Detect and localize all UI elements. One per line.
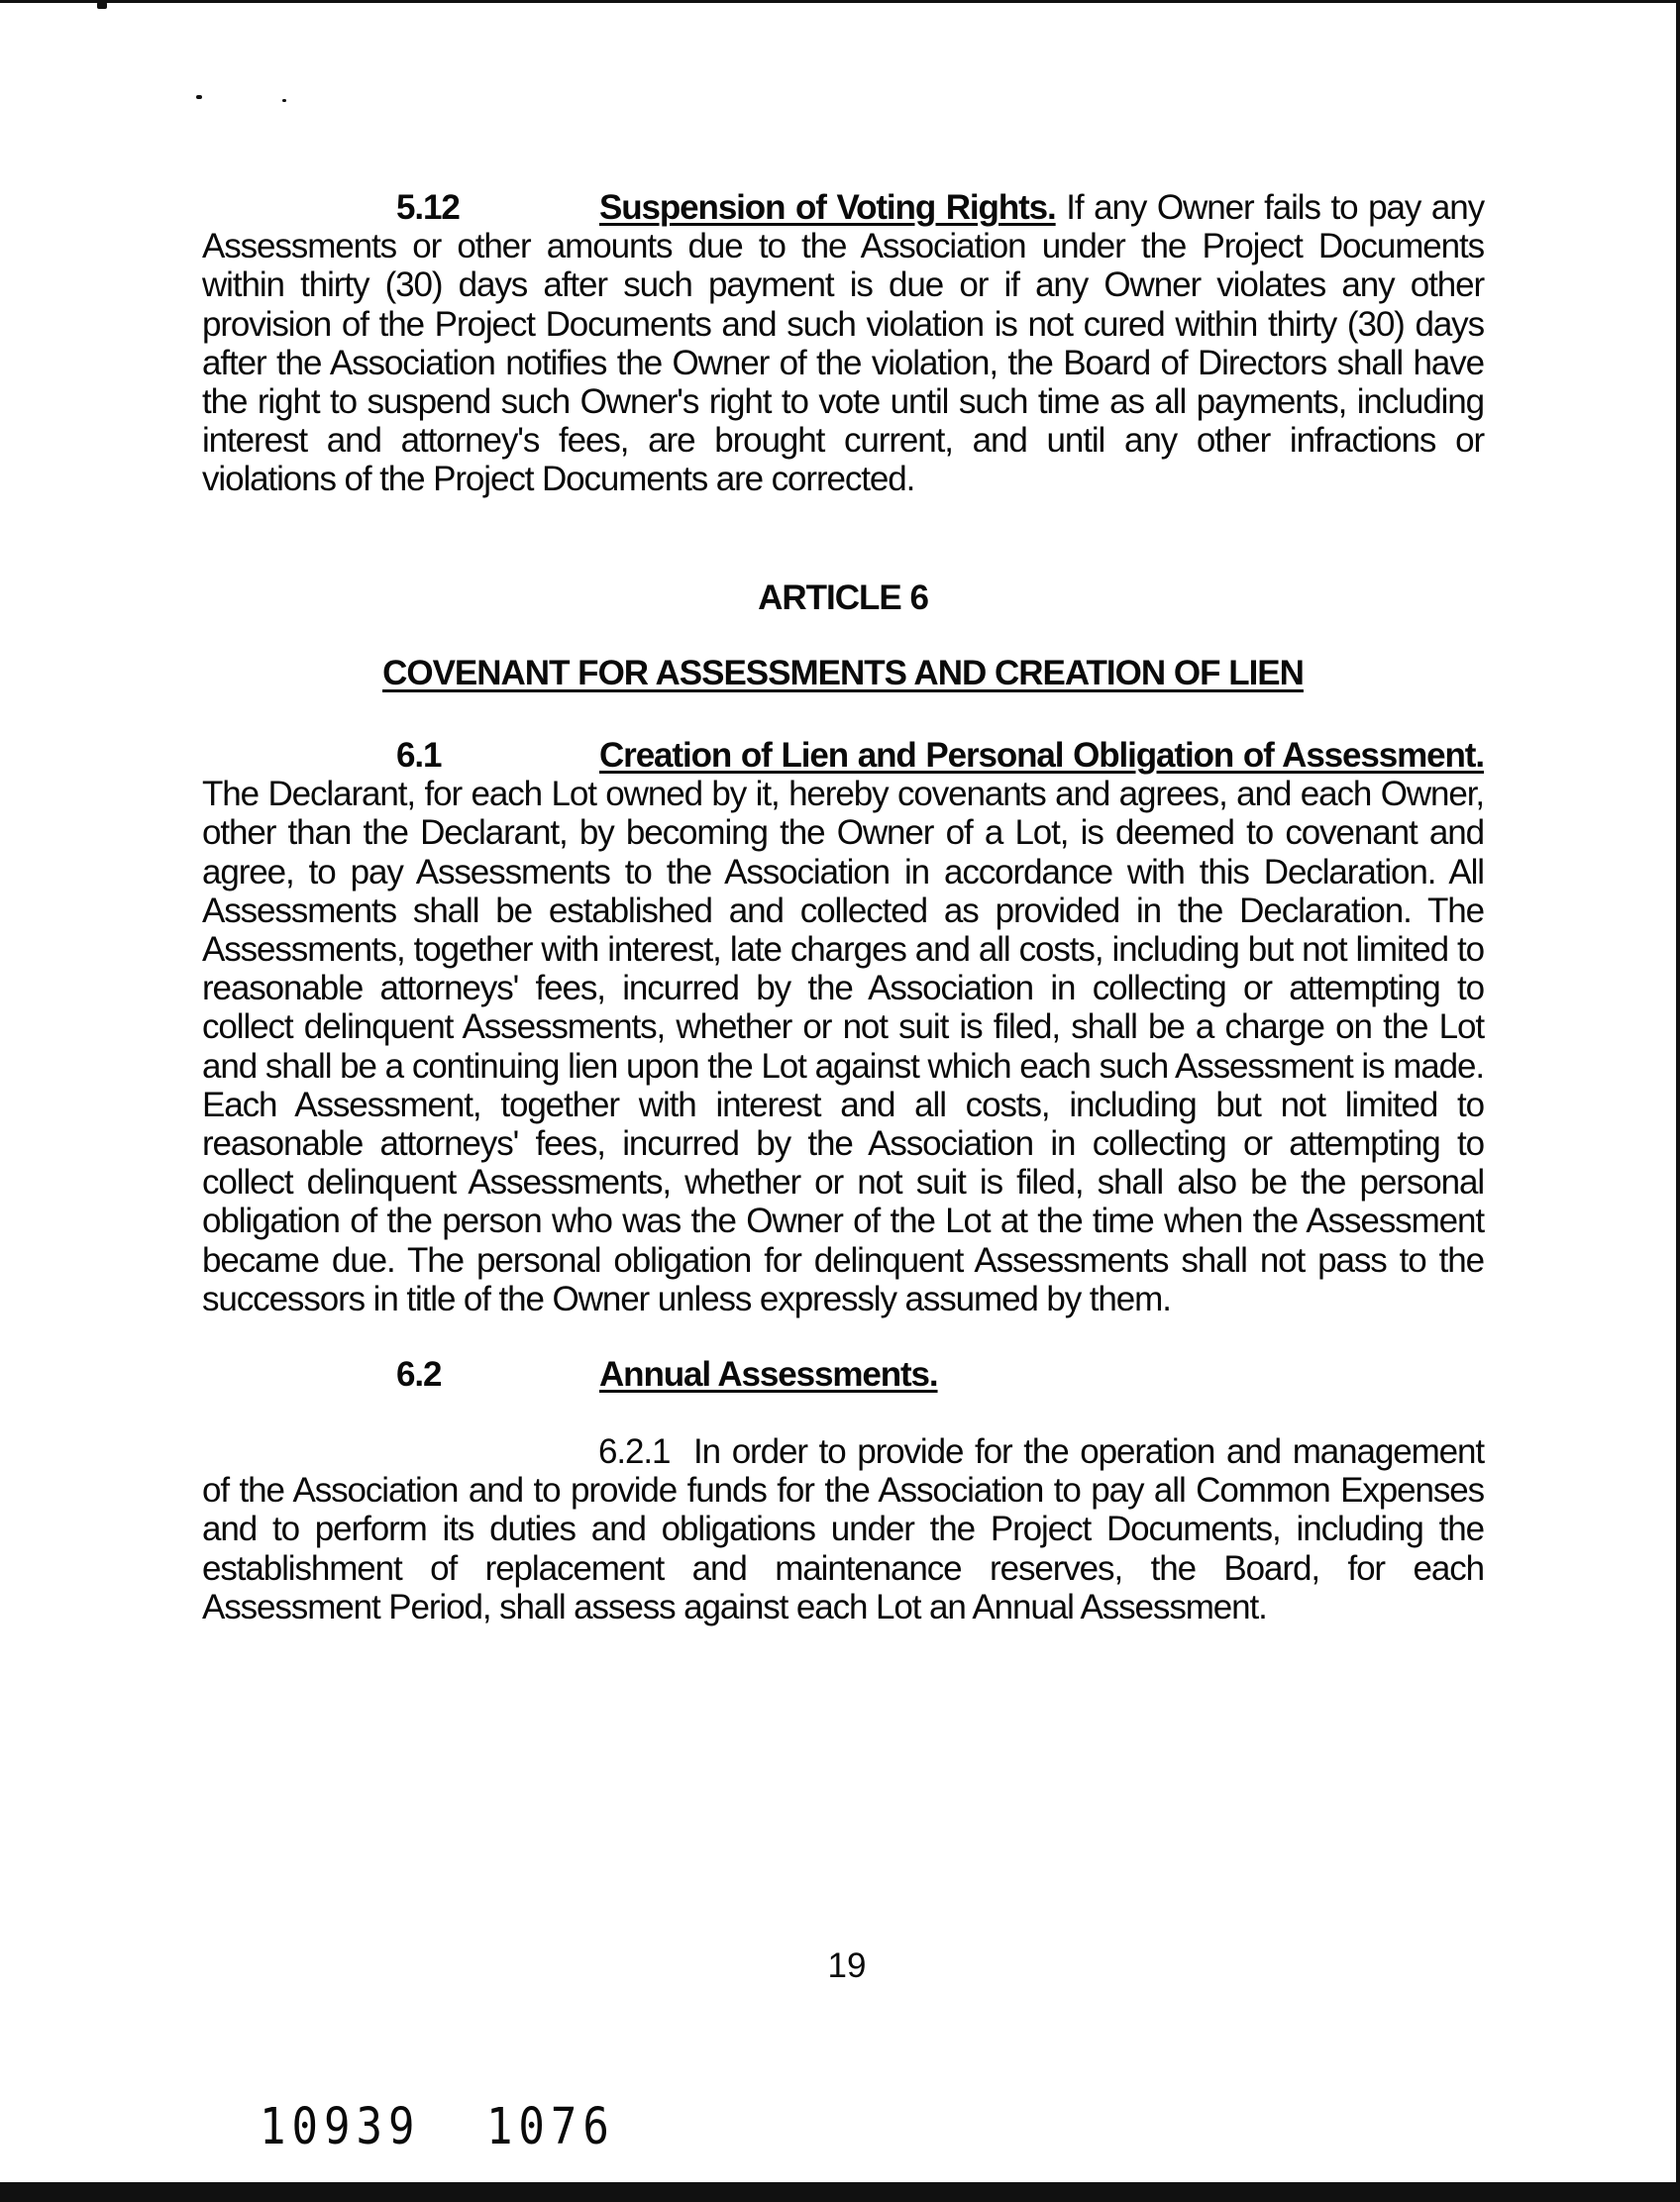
article-title: COVENANT FOR ASSESSMENTS AND CREATION OF LIEN (382, 654, 1304, 692)
subsection-number: 6.2.1 (598, 1432, 671, 1471)
section-title: Suspension of Voting Rights. (599, 188, 1056, 227)
scan-border-bottom (0, 2182, 1680, 2202)
scan-speck (282, 99, 286, 102)
section-6-2-1 (202, 1432, 1484, 1626)
scan-speck (196, 95, 202, 99)
section-body: The Declarant, for each Lot owned by it, hereby covenants and agrees, and each Owner, other than the Declarant, by becoming the Owner of a Lot, is deemed to covenant and agree, to pay Assessments to the Association in accordance with this Declaration. All Assessments shall be established and collected as provided in the Declaration. The Assessments, together with interest, late charges and all costs, including but not limited to reasonable attorneys' fees, incurred by the Association in collecting or attempting to collect delinquent Assessments, whether or not suit is filed, shall be a charge on the Lot and shall be a continuing lien upon the Lot against which each such Assessment is made. Each Assessment, together with interest and all costs, including but not limited to reasonable attorneys' fees, incurred by the Association in collecting or attempting to collect delinquent Assessments, whether or not suit is filed, shall also be the personal obligation of the person who was the Owner of the Lot at the time when the Assessment became due. The personal obligation for delinquent Assessments shall not pass to the successors in title of the Owner unless expressly assumed by them. (202, 775, 1484, 1318)
page-number: 19 (827, 1946, 867, 1985)
section-number: 6.1 (396, 736, 442, 775)
section-number: 5.12 (396, 188, 460, 227)
recording-stamp: 10939 1076 (260, 2098, 615, 2156)
article-label: ARTICLE 6 (758, 578, 928, 617)
scan-border-top (0, 0, 1680, 3)
scan-border-right (1676, 0, 1680, 2202)
section-title: Annual Assessments. (599, 1355, 938, 1394)
section-body: If any Owner fails to pay any Assessments or other amounts due to the Association under the Project Documents within thirty (30) days after such payment is due or if any Owner violates any other provision of the Project Documents and such violation is not cured within thirty (30) days after the Association notifies the Owner of the violation, the Board of Directors shall have the right to suspend such Owner's right to vote until such time as all payments, including interest and attorney's fees, are brought current, and until any other infractions or violations of the Project Documents are corrected. (202, 188, 1485, 499)
section-5-12 (202, 188, 1484, 499)
section-6-2 (202, 1355, 1484, 1394)
section-title: Creation of Lien and Personal Obligation of Assessment. (599, 736, 1484, 775)
section-number: 6.2 (396, 1355, 442, 1394)
scan-speck (97, 2, 107, 9)
section-6-1 (202, 736, 1484, 1318)
subsection-body: In order to provide for the operation and management of the Association and to provide funds for the Association to pay all Common Expenses and to perform its duties and obligations under the Project Documents, including the establishment of replacement and maintenance reserves, the Board, for each Assessment Period, shall assess against each Lot an Annual Assessment. (202, 1432, 1484, 1626)
